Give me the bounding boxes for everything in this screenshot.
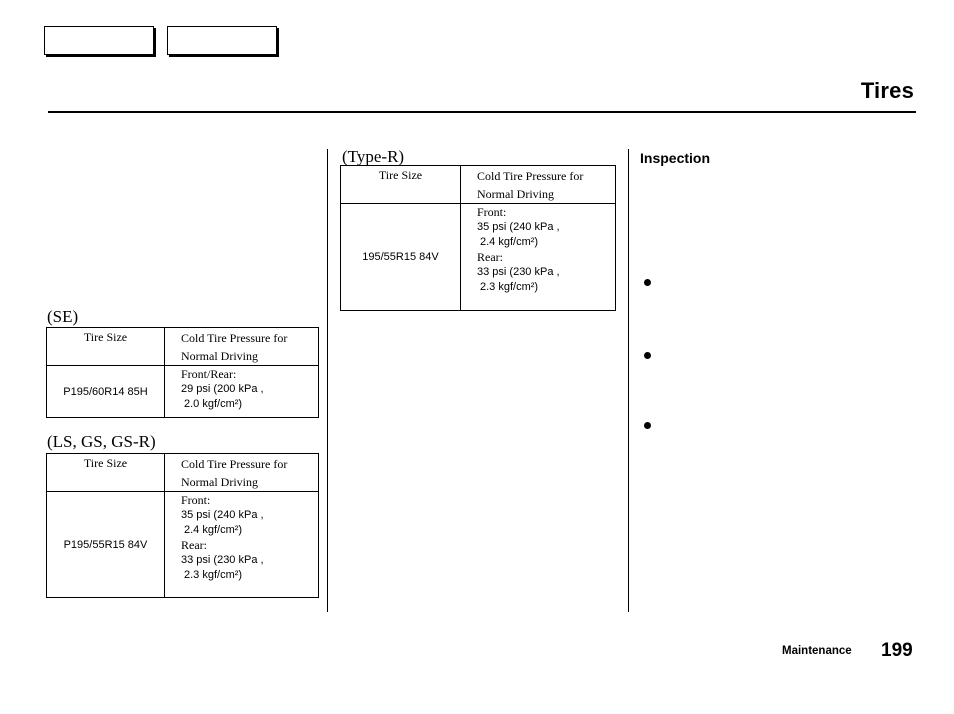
header-pressure — [165, 328, 319, 366]
header-pressure-line1: Cold Tire Pressure for — [181, 331, 288, 345]
header-tire-size: Tire Size — [341, 166, 461, 204]
page-number: 199 — [881, 640, 913, 661]
pressure-label: Front/Rear: — [181, 367, 237, 381]
header-pressure — [461, 166, 616, 204]
pressure-value: 29 psi (200 kPa , — [181, 383, 264, 395]
bullet-icon — [644, 279, 651, 286]
type-r-heading: (Type-R) — [342, 147, 405, 166]
rear-value: 2.3 kgf/cm²) — [480, 281, 539, 293]
bullet-icon — [644, 422, 651, 429]
pressure-cell — [461, 204, 616, 311]
front-value: 35 psi (240 kPa , — [477, 221, 560, 233]
title-divider — [48, 111, 916, 113]
front-label: Front: — [181, 493, 211, 507]
ls-gs-heading: (LS, GS, GS-R) — [47, 432, 156, 451]
header-pressure-line2: Normal Driving — [181, 349, 258, 363]
front-label: Front: — [477, 205, 507, 219]
header-tire-size: Tire Size — [47, 328, 165, 366]
header-pressure-line1: Cold Tire Pressure for — [181, 457, 288, 471]
rear-value: 2.3 kgf/cm²) — [184, 569, 243, 581]
footer-section-name: Maintenance — [782, 645, 852, 657]
header-pressure-line2: Normal Driving — [477, 187, 554, 201]
se-heading: (SE) — [47, 307, 79, 326]
nav-forward-button[interactable] — [167, 26, 277, 55]
column-divider-right — [628, 149, 629, 612]
pressure-cell — [165, 366, 319, 418]
rear-label: Rear: — [181, 538, 207, 552]
rear-value: 33 psi (230 kPa , — [477, 266, 560, 278]
front-value: 2.4 kgf/cm²) — [480, 236, 539, 248]
pressure-value: 2.0 kgf/cm²) — [184, 398, 243, 410]
page-title: Tires — [860, 78, 914, 103]
ls-gs-tire-table — [46, 453, 319, 598]
front-value: 2.4 kgf/cm²) — [184, 524, 243, 536]
bullet-icon — [644, 352, 651, 359]
column-divider-left — [327, 149, 328, 612]
pressure-cell — [165, 492, 319, 598]
header-pressure — [165, 454, 319, 492]
se-tire-table — [46, 327, 319, 418]
tire-size-cell: 195/55R15 84V — [341, 204, 461, 311]
header-tire-size: Tire Size — [47, 454, 165, 492]
inspection-heading: Inspection — [640, 150, 711, 166]
front-value: 35 psi (240 kPa , — [181, 509, 264, 521]
rear-label: Rear: — [477, 250, 503, 264]
type-r-tire-table — [340, 165, 616, 311]
header-pressure-line2: Normal Driving — [181, 475, 258, 489]
header-pressure-line1: Cold Tire Pressure for — [477, 169, 584, 183]
rear-value: 33 psi (230 kPa , — [181, 554, 264, 566]
nav-back-button[interactable] — [44, 26, 154, 55]
tire-size-cell: P195/60R14 85H — [47, 366, 165, 418]
tire-size-cell: P195/55R15 84V — [47, 492, 165, 598]
